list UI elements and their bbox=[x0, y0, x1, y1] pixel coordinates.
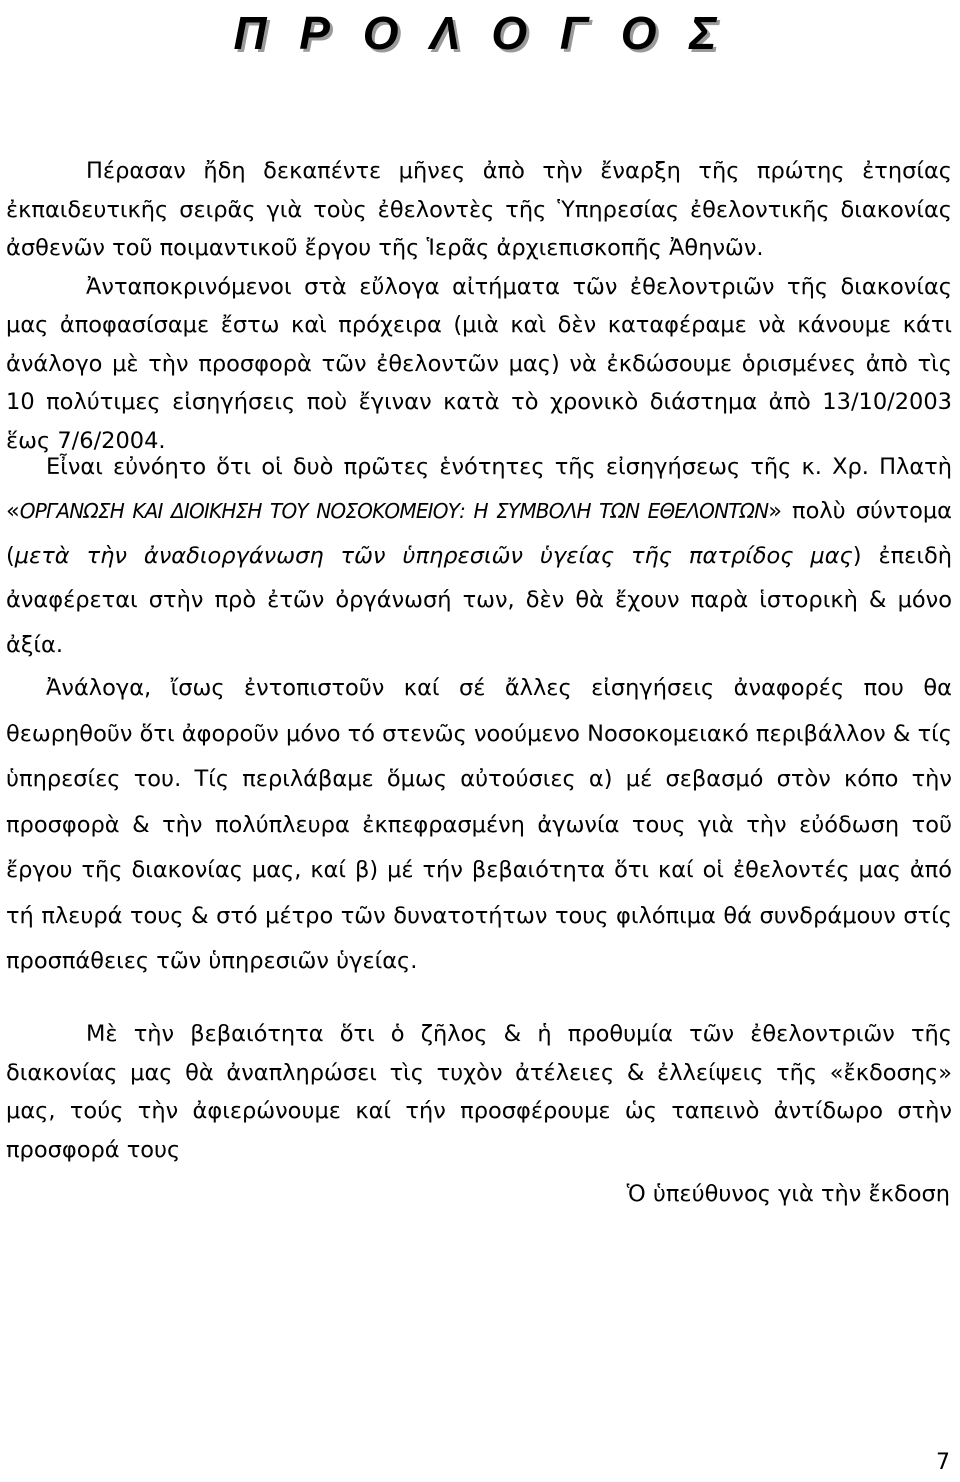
paragraph-lecture-text-before: Εἶναι εὐνόητο ὅτι οἱ δυὸ πρῶτες ἑνότητες τῆς εἰσηγήσεως τῆς κ. Χρ. Πλατὴ « bbox=[6, 454, 952, 525]
paragraph-intro bbox=[6, 152, 952, 460]
paragraph-analogous bbox=[6, 666, 952, 985]
italic-note: μετὰ τὴν ἀναδιοργάνωση τῶν ὑπηρεσιῶν ὑγείας τῆς πατρίδος μας bbox=[14, 542, 853, 569]
paragraph-intro-sentence-2: Ἀνταποκρινόμενοι στὰ εὔλογα αἰτήματα τῶν ἐθελοντριῶν τῆς διακονίας μας ἀποφασίσαμε ἔστω καὶ πρόχειρα (μιὰ καὶ δὲν καταφέραμε νὰ κάνουμε κάτι ἀνάλογο μὲ τὴν προσφορὰ τῶν ἐθελοντῶν μας) νὰ ἐκδώσουμε ὁρισμένες ἀπὸ τὶς 10 πολύτιμες εἰσηγήσεις ποὺ ἔγιναν κατὰ τὸ χρονικὸ διάστημα ἀπὸ 13/10/2003 ἕως 7/6/2004. bbox=[6, 273, 952, 454]
signature: Ὁ ὑπεύθυνος γιὰ τὴν ἔκδοση bbox=[626, 1181, 950, 1207]
lecture-title: ΟΡΓΑΝΩΣΗ ΚΑΙ ΔΙΟΙΚΗΣΗ ΤΟΥ ΝΟΣΟΚΟΜΕΙΟΥ: Η ΣΥΜΒΟΛΗ ΤΩΝ ΕΘΕΛΟΝΤΩΝ bbox=[19, 499, 769, 524]
page-title: Π Ρ Ο Λ Ο Γ Ο Σ bbox=[233, 7, 727, 59]
paragraph-closing bbox=[6, 1015, 952, 1169]
paragraph-closing-text: Μὲ τὴν βεβαιότητα ὅτι ὁ ζῆλος & ἡ προθυμία τῶν ἐθελοντριῶν τῆς διακονίας μας θὰ ἀναπληρώσει τὶς τυχὸν ἀτέλειες & ἐλλείψεις τῆς «ἔκδοσης» μας, τούς τὴν ἀφιερώνουμε καί τήν προσφέρουμε ὡς ταπεινὸ ἀντίδωρο στὴν προσφορά τους bbox=[6, 1021, 952, 1163]
page-number: 7 bbox=[936, 1450, 950, 1475]
paragraph-lecture-text-after: ) ἐπειδὴ ἀναφέρεται στὴν πρὸ ἐτῶν ὀργάνωσή των, δὲν θὰ ἔχουν παρὰ ἱστορικὴ & μόνο ἀξία. bbox=[6, 542, 952, 658]
paragraph-intro-sentence-1: Πέρασαν ἤδη δεκαπέντε μῆνες ἀπὸ τὴν ἔναρξη τῆς πρώτης ἐτησίας ἐκπαιδευτικῆς σειρᾶς γιὰ τοὺς ἐθελοντὲς τῆς Ὑπηρεσίας ἐθελοντικῆς διακονίας ἀσθενῶν τοῦ ποιμαντικοῦ ἔργου τῆς Ἱερᾶς ἀρχιεπισκοπῆς Ἀθηνῶν. bbox=[6, 158, 952, 261]
paragraph-lecture-note bbox=[6, 445, 952, 667]
paragraph-lecture-text-middle: » πολὺ σύντομα ( bbox=[6, 498, 952, 569]
paragraph-analogous-text: Ἀνάλογα, ἴσως ἐντοπιστοῦν καί σέ ἄλλες εἰσηγήσεις ἀναφορές που θα θεωρηθοῦν ὅτι ἀφοροῦν μόνο τό στενῶς νοούμενο Νοσοκομειακό περιβάλλον & τίς ὑπηρεσίες του. Τίς περιλάβαμε ὅμως αὐτούσιες α) μέ σεβασμό στὸν κόπο τὴν προσφορὰ & τὴν πολύπλευρα ἐκπεφρασμένη ἀγωνία τους γιὰ τὴν εὐόδωση τοῦ ἔργου τῆς διακονίας μας, καί β) μέ τήν βεβαιότητα ὅτι καί οἱ ἐθελοντές μας ἀπό τή πλευρά τους & στό μέτρο τῶν δυνατοτήτων τους φιλόπιμα θά συνδράμουν στίς προσπάθειες τῶν ὑπηρεσιῶν ὑγείας. bbox=[6, 675, 952, 974]
